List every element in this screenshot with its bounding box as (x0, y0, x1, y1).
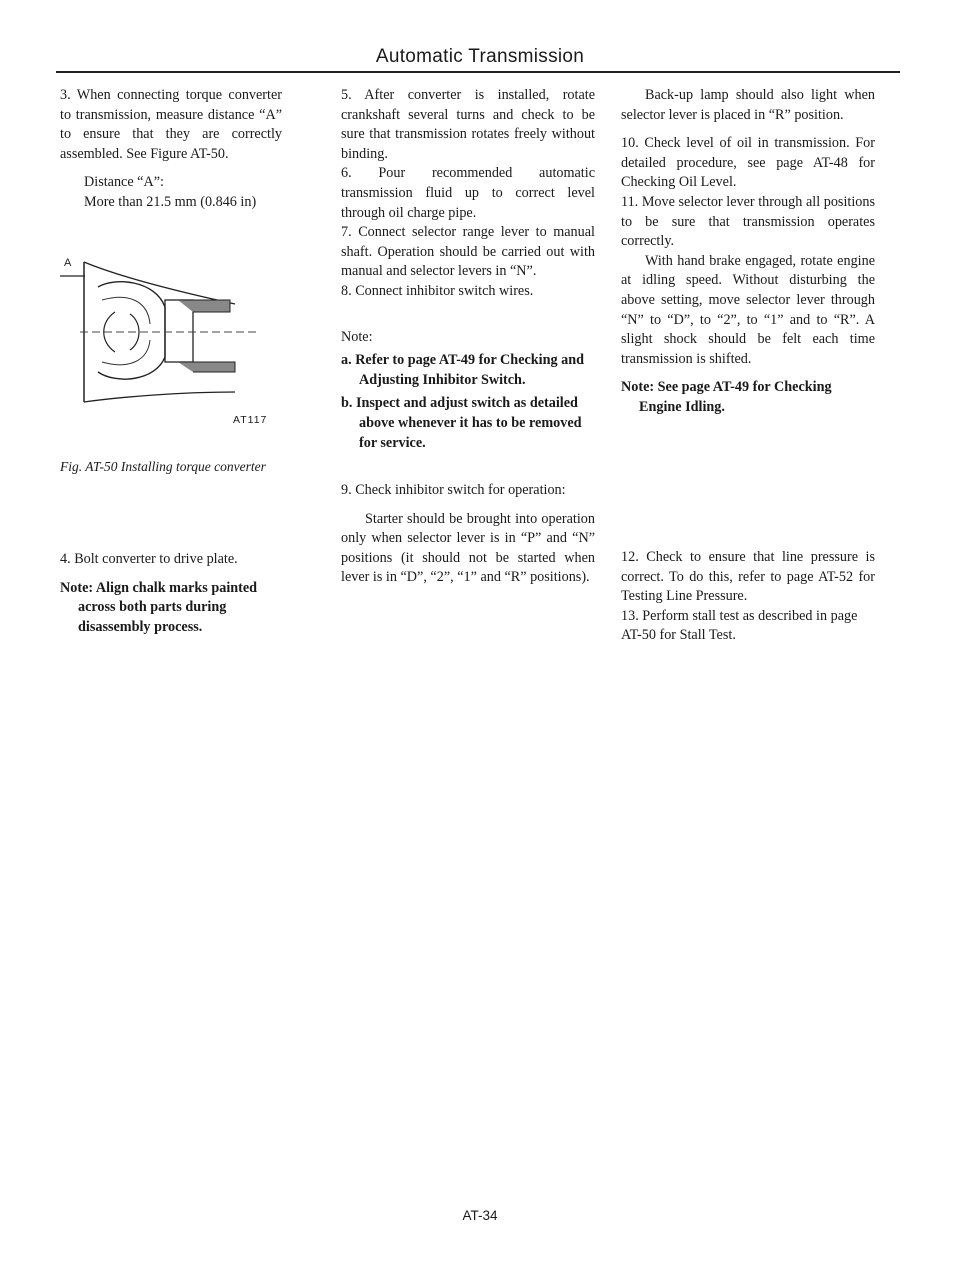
right-column-lower (621, 548, 875, 646)
step-5: 5. After converter is installed, rotate crankshaft several turns and check to be sure that transmission rotates freely without binding. (341, 87, 595, 162)
figure-code: AT117 (233, 414, 268, 426)
header-rule (56, 71, 900, 73)
step-13: 13. Perform stall test as described in page AT-50 for Stall Test. (621, 607, 858, 644)
step-11: 11. Move selector lever through all positions to be sure that transmission operates correctly. (621, 193, 875, 250)
note-b: b. Inspect and adjust switch as detailed above whenever it has to be removed for service. (341, 395, 582, 451)
dimension-label-a: A (64, 257, 72, 269)
page-number: AT-34 (462, 1208, 498, 1223)
page-title: Automatic Transmission (375, 46, 585, 67)
left-column-lower (60, 550, 282, 637)
middle-column (341, 86, 595, 588)
step-11-detail: With hand brake engaged, rotate engine at idling speed. Without disturbing the above setting, move selector lever through “N” to “D”, to “2”, to “1” and to “R”. A slight shock should be felt each time transmission is shifted. (621, 252, 875, 367)
step-8: 8. Connect inhibitor switch wires. (341, 282, 534, 299)
note-a: a. Refer to page AT-49 for Checking and Adjusting Inhibitor Switch. (341, 352, 585, 388)
step-3: 3. When connecting torque converter to transmission, measure distance “A” to ensure that they are correctly assembled. See Figure AT-50. (60, 87, 282, 162)
step-10: 10. Check level of oil in transmission. For detailed procedure, see page AT-48 for Checking Oil Level. (621, 135, 875, 191)
step-6: 6. Pour recommended automatic transmission fluid up to correct level through oil charge pipe. (341, 165, 595, 221)
torque-converter-drawing (60, 252, 290, 412)
step-7: 7. Connect selector range lever to manual shaft. Operation should be carried out with manual and selector levers in “N”. (341, 224, 595, 280)
left-column (60, 86, 282, 213)
step-12: 12. Check to ensure that line pressure is correct. To do this, refer to page AT-52 for Testing Line Pressure. (621, 549, 875, 605)
step-9: 9. Check inhibitor switch for operation: (341, 482, 566, 499)
step-9-detail: Starter should be brought into operation only when selector lever is in “P” and “N” positions (it should not be started when lever is in “D”, “2”, “1” and “R” positions). (341, 510, 595, 586)
right-column (621, 86, 875, 418)
distance-value: More than 21.5 mm (0.846 in) (84, 193, 257, 210)
backup-lamp: Back-up lamp should also light when selector lever is placed in “R” position. (621, 87, 875, 123)
torque-converter-figure (60, 252, 290, 472)
note-align-marks: Note: Align chalk marks painted across both parts during disassembly process. (60, 579, 258, 635)
note-idling: Note: See page AT-49 for Checking Engine Idling. (621, 379, 832, 415)
step-4: 4. Bolt converter to drive plate. (60, 551, 238, 567)
distance-label: Distance “A”: (84, 174, 164, 191)
note-title: Note: (341, 328, 373, 345)
figure-caption: Fig. AT-50 Installing torque converter (60, 459, 266, 474)
